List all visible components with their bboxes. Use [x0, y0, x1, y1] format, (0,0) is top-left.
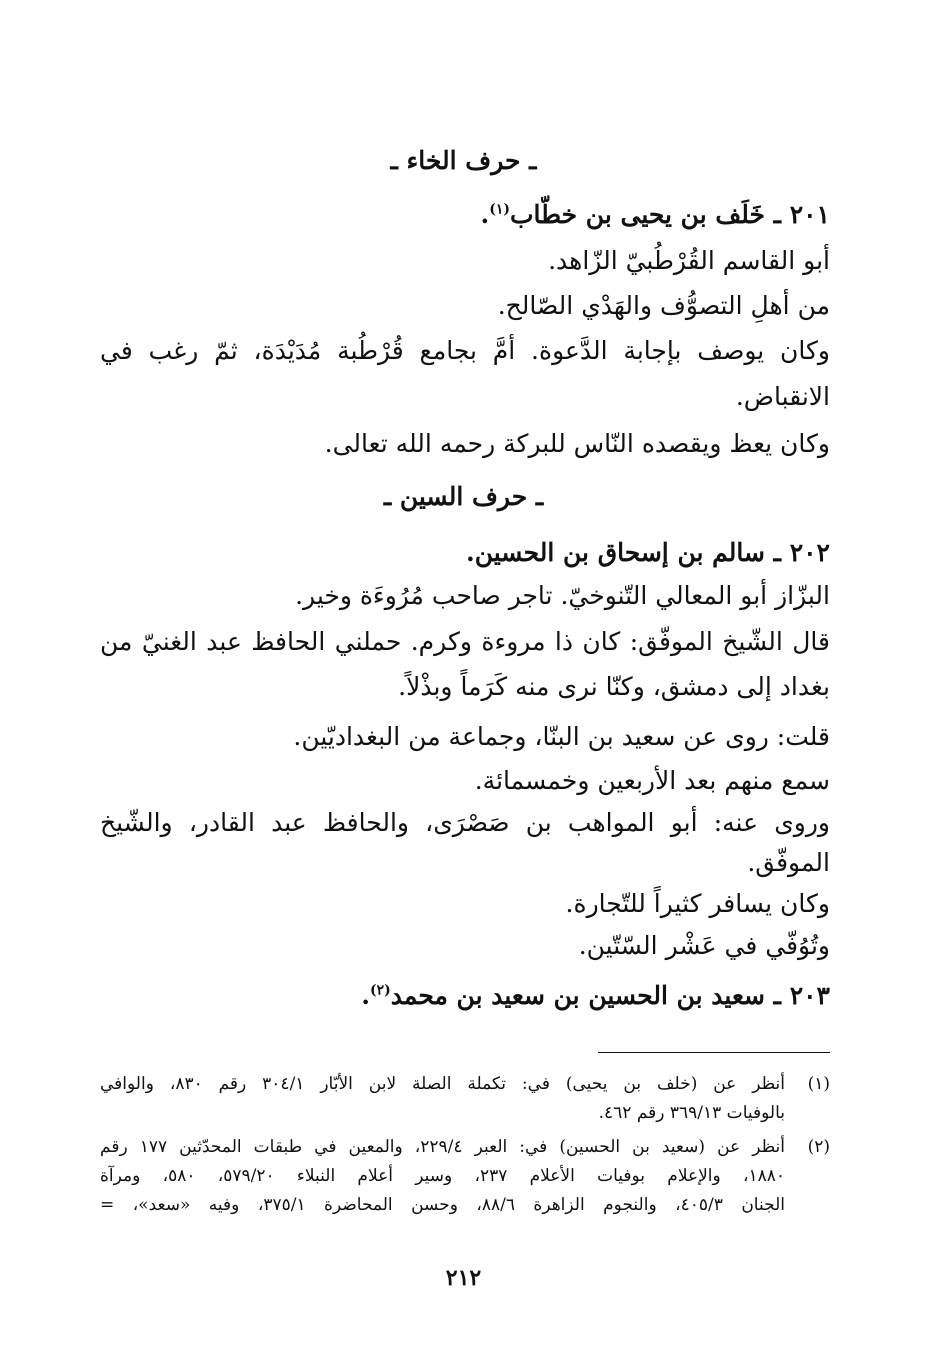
entry-201-title-end: . [480, 200, 490, 229]
footnote-1 [100, 1070, 830, 1130]
footnote-ref-1: (١) [489, 201, 510, 218]
entry-202-line: الموفّق. [747, 848, 830, 877]
footnote-line: بالوفيات ٣٦٩/١٣ رقم ٤٦٢. [598, 1103, 785, 1123]
footnote-1-number: (١) [807, 1074, 830, 1094]
entry-202-title: ٢٠٢ ـ سالم بن إسحاق بن الحسين. [466, 538, 830, 567]
entry-202-line: البزّاز أبو المعالي التّنوخيّ. تاجر صاحب مُرُوءَة وخير. [295, 581, 830, 610]
entry-201-line: الانقباض. [735, 382, 830, 411]
footnote-2-number: (٢) [807, 1137, 830, 1157]
entry-202-line: بغداد إلى دمشق، وكنّا نرى منه كَرَماً وبذْلاً. [398, 672, 830, 701]
entry-203-title-text: ٢٠٣ ـ سعيد بن الحسين بن سعيد بن محمد [390, 981, 830, 1010]
entry-201-line: أبو القاسم القُرْطُبيّ الزّاهد. [548, 246, 830, 275]
footnote-2 [100, 1133, 830, 1223]
entry-202-line: سمع منهم بعد الأربعين وخمسمائة. [474, 766, 830, 795]
footnote-ref-2: (٢) [369, 982, 391, 999]
footnote-divider [598, 1052, 830, 1053]
footnote-2-text [100, 1133, 785, 1220]
footnote-1-text [100, 1070, 785, 1128]
entry-201-title-text: ٢٠١ ـ خَلَف بن يحيى بن خطّاب [509, 200, 830, 229]
entry-201-line: وكان يعظ ويقصده النّاس للبركة رحمه الله تعالى. [324, 429, 830, 458]
entry-203-title-end: . [361, 981, 370, 1010]
footnote-line: ١٨٨٠، والإعلام بوفيات الأعلام ٢٣٧، وسير أعلام النبلاء ٥٧٩/٢٠، ٥٨٠، ومرآة [100, 1166, 786, 1186]
entry-202-line: وكان يسافر كثيراً للتّجارة. [565, 889, 830, 918]
entry-201-title [100, 192, 830, 238]
entry-202-line: قال الشّيخ الموفّق: كان ذا مروءة وكرم. حملني الحافظ عبد الغنيّ من [100, 627, 830, 656]
entry-203-title [100, 973, 830, 1019]
entry-202-line: قلت: روى عن سعيد بن البنّا، وجماعة من البغداديّين. [293, 722, 830, 751]
entry-202-line: وتُوُفّي في عَشْر السّتّين. [578, 931, 830, 960]
page-number: ٢١٢ [445, 1265, 482, 1291]
footnote-line: الجنان ٤٠٥/٣، والنجوم الزاهرة ٨٨/٦، وحسن المحاضرة ٣٧٥/١، وفيه «سعد»، = [100, 1195, 785, 1215]
entry-201-line: من أهلِ التصوُّف والهَدْي الصّالح. [497, 291, 830, 320]
entry-202-line: وروى عنه: أبو المواهب بن صَصْرَى، والحافظ عبد القادر، والشّيخ [100, 808, 830, 837]
section-heading-kha: ـ حرف الخاء ـ [390, 146, 537, 175]
footnote-line: أنظر عن (خلف بن يحيى) في: تكملة الصلة لابن الأبّار ٣٠٤/١ رقم ٨٣٠، والوافي [100, 1074, 785, 1094]
footnote-line: أنظر عن (سعيد بن الحسين) في: العبر ٢٢٩/٤، والمعين في طبقات المحدّثين ١٧٧ رقم [100, 1137, 785, 1157]
entry-201-line: وكان يوصف بإجابة الدَّعوة. أمَّ بجامع قُرْطُبة مُدَيْدَة، ثمّ رغب في [100, 336, 830, 365]
section-heading-sin: ـ حرف السين ـ [383, 482, 544, 511]
